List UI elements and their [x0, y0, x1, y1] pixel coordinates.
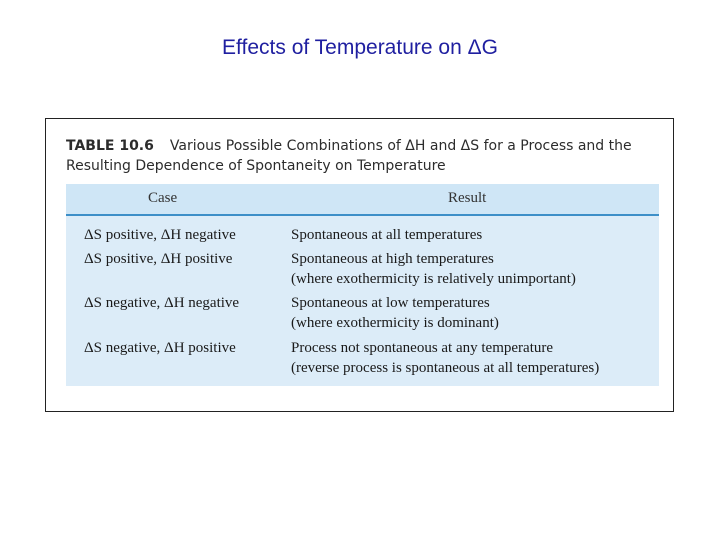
table-frame — [45, 118, 674, 412]
table-number: TABLE 10.6 — [66, 138, 154, 154]
row-result — [291, 225, 661, 245]
result-line: Spontaneous at all temperatures — [291, 227, 483, 243]
row-case: ΔS positive, ΔH negative — [84, 227, 236, 243]
result-line: (where exothermicity is relatively unimportant) — [291, 271, 576, 287]
table-header-row — [66, 184, 659, 216]
header-result: Result — [448, 190, 487, 206]
result-line: Process not spontaneous at any temperature — [291, 340, 554, 356]
result-line: (reverse process is spontaneous at all temperatures) — [291, 360, 600, 376]
header-case: Case — [148, 190, 178, 206]
row-result — [291, 338, 661, 378]
result-line: Spontaneous at low temperatures — [291, 295, 490, 311]
row-result — [291, 249, 661, 289]
row-case: ΔS negative, ΔH negative — [84, 295, 240, 311]
table-caption-text: Various Possible Combinations of ΔH and ΔS for a Process and the Resulting Dependence of Spontaneity on Temperature — [66, 138, 632, 174]
row-result — [291, 293, 661, 333]
result-line: Spontaneous at high temperatures — [291, 251, 494, 267]
row-case: ΔS negative, ΔH positive — [84, 340, 236, 356]
slide-title: Effects of Temperature on ΔG — [222, 36, 498, 59]
row-case: ΔS positive, ΔH positive — [84, 251, 233, 267]
result-line: (where exothermicity is dominant) — [291, 315, 499, 331]
table-caption — [66, 136, 661, 176]
